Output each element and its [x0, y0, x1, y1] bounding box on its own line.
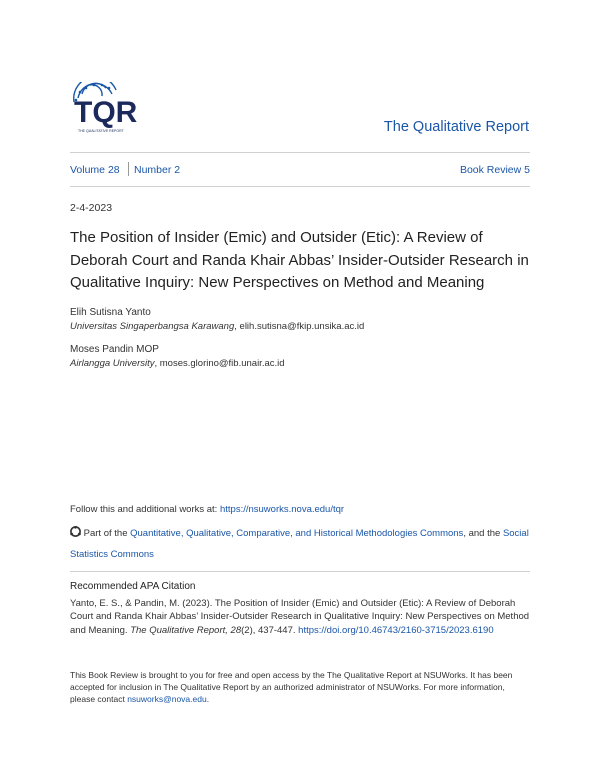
article-type-link[interactable]: Book Review 5	[459, 164, 530, 176]
commons-link-social-statistics[interactable]: Social Statistics Commons	[70, 528, 529, 560]
access-notice	[70, 669, 530, 706]
journal-title-link[interactable]: The Qualitative Report	[383, 119, 529, 135]
divider-top	[70, 152, 530, 153]
number-link[interactable]: Number 2	[134, 164, 181, 176]
citation-text	[70, 597, 530, 637]
publication-date: 2-4-2023	[70, 202, 113, 214]
citation-heading: Recommended APA Citation	[70, 581, 196, 592]
commons-link-methodologies[interactable]: Quantitative, Qualitative, Comparative, and Historical Methodologies Commons	[130, 528, 464, 539]
part-of-middle: , and the	[463, 528, 503, 539]
contact-email-link[interactable]: nsuworks@nova.edu	[127, 694, 207, 705]
follow-line	[70, 504, 344, 515]
author-name: Moses Pandin MOP	[70, 344, 159, 355]
part-of-prefix: Part of the	[83, 528, 131, 539]
author-affiliation: Airlangga University, moses.glorino@fib.unair.ac.id	[70, 358, 285, 369]
author-name: Elih Sutisna Yanto	[70, 307, 151, 318]
article-title: The Position of Insider (Emic) and Outsider (Etic): A Review of Deborah Court and Randa Khair Abbas’ Insider-Outsider Research in Qualitative Inquiry: New Perspectives on Method and Meaning	[70, 229, 529, 291]
logo-wordmark: TQR	[74, 96, 138, 129]
follow-text: Follow this and additional works at:	[70, 504, 220, 515]
citation-body: Yanto, E. S., & Pandin, M. (2023). The Position of Insider (Emic) and Outsider (Etic): A Review of Deborah Court and Randa Khair Abbas’ Insider-Outsider Research in Qualitative Inquiry: New Perspectives on Method and Meaning.	[70, 598, 530, 636]
part-of-block	[70, 523, 540, 565]
notice-text: This Book Review is brought to you for free and open access by the The Qualitative Report at NSUWorks. It has been accepted for inclusion in The Qualitative Report by an authorized administrator of NSUWorks. For more information, please contact	[70, 670, 513, 705]
notice-end: .	[206, 694, 210, 705]
network-icon	[70, 526, 81, 537]
author-email: moses.glorino@fib.unair.ac.id	[159, 358, 285, 369]
logo-subtitle: THE QUALITATIVE REPORT	[78, 129, 124, 133]
affiliation-name: Airlangga University	[70, 358, 155, 369]
author-affiliation: Universitas Singaperbangsa Karawang, elih.sutisna@fkip.unsika.ac.id	[70, 321, 365, 332]
divider-meta	[70, 186, 530, 187]
doi-link[interactable]: https://doi.org/10.46743/2160-3715/2023.6190	[298, 624, 494, 636]
citation-journal: The Qualitative Report, 28	[130, 624, 242, 636]
author-email: elih.sutisna@fkip.unsika.ac.id	[239, 321, 365, 332]
affiliation-name: Universitas Singaperbangsa Karawang	[70, 321, 235, 332]
tqr-logo[interactable]	[68, 82, 148, 140]
volume-link[interactable]: Volume 28	[70, 164, 120, 176]
follow-link[interactable]: https://nsuworks.nova.edu/tqr	[219, 504, 345, 515]
divider-citation	[70, 571, 530, 572]
meta-separator	[128, 162, 129, 176]
citation-issue-pages: (2), 437-447.	[241, 624, 299, 636]
